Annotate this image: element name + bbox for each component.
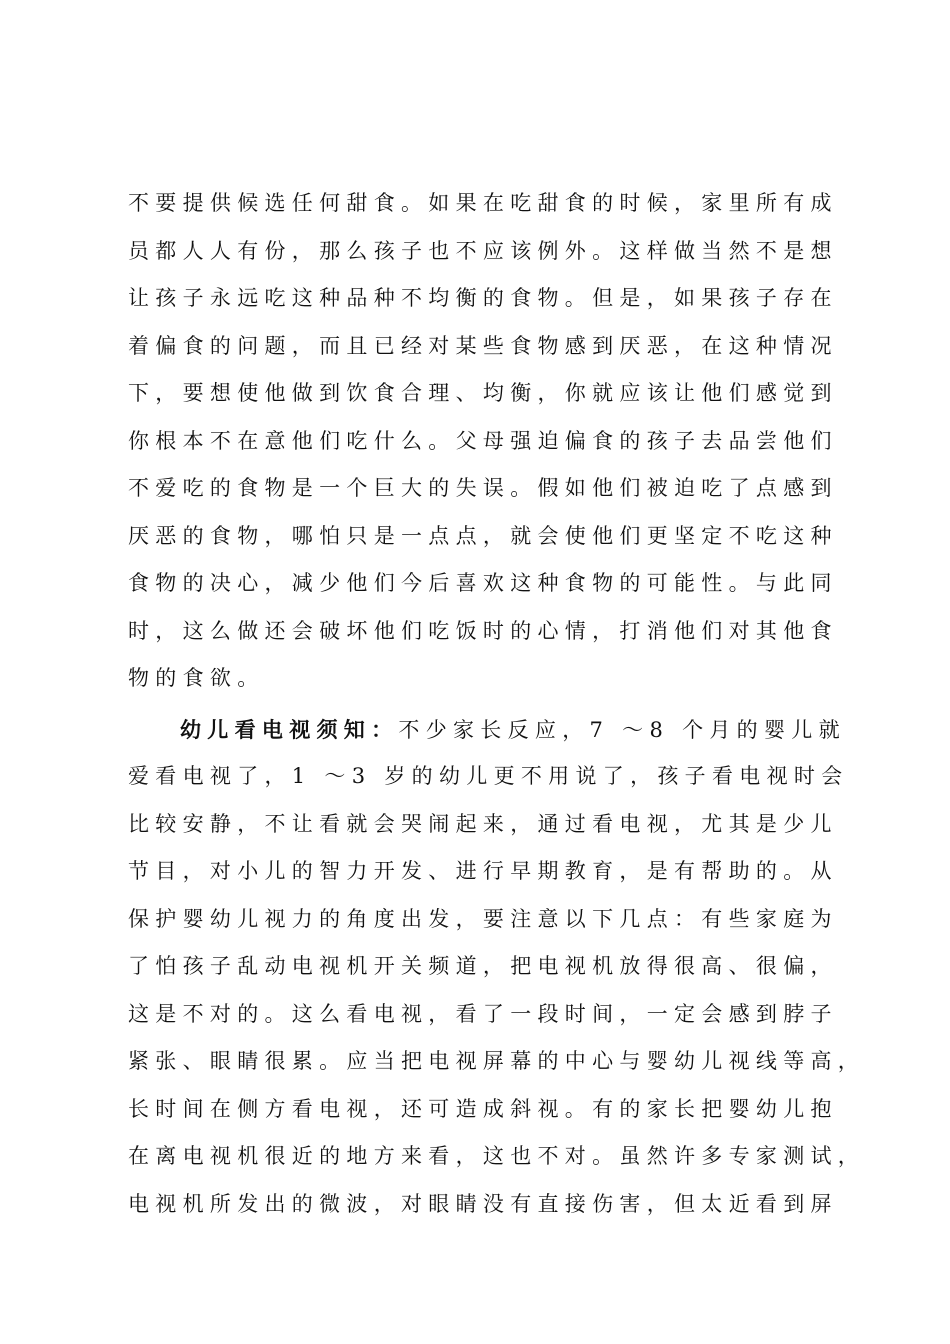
text-line: 下，要想使他做到饮食合理、均衡，你就应该让他们感觉到: [128, 381, 838, 405]
text-line: 让孩子永远吃这种品种不均衡的食物。但是，如果孩子存在: [128, 286, 838, 310]
text-line: 爱看电视了，1 ～3 岁的幼儿更不用说了，孩子看电视时会: [128, 764, 849, 788]
paragraph-food: [128, 180, 848, 703]
text-line: 时，这么做还会破坏他们吃饭时的心情，打消他们对其他食: [128, 618, 838, 643]
text-line: 员都人人有份，那么孩子也不应该例外。这样做当然不是想: [128, 238, 838, 263]
text-line: 比较安静，不让看就会哭闹起来，通过看电视，尤其是少儿: [128, 811, 838, 836]
text-line: 节目，对小儿的智力开发、进行早期教育，是有帮助的。从: [128, 859, 838, 883]
text-line: 着偏食的问题，而且已经对某些食物感到厌恶，在这种情况: [128, 333, 838, 358]
text-line: 厌恶的食物，哪怕只是一点点，就会使他们更坚定不吃这种: [128, 523, 838, 548]
text-line: 紧张、眼睛很累。应当把电视屏幕的中心与婴幼儿视线等高，: [128, 1049, 866, 1073]
text-line: 不爱吃的食物是一个巨大的失误。假如他们被迫吃了点感到: [128, 476, 838, 500]
text-run: 不少家长反应，7 ～8 个月的婴儿就: [398, 717, 846, 742]
body-text: [128, 180, 866, 1228]
text-line: 在离电视机很近的地方来看，这也不对。虽然许多专家测试，: [128, 1144, 866, 1168]
text-line: 电视机所发出的微波，对眼睛没有直接伤害，但太近看到屏: [128, 1191, 838, 1216]
text-line: 保护婴幼儿视力的角度出发，要注意以下几点：有些家庭为: [128, 906, 838, 931]
text-line-first: [128, 706, 848, 754]
text-line: 长时间在侧方看电视，还可造成斜视。有的家长把婴幼儿抱: [128, 1096, 838, 1121]
section-heading: 幼儿看电视须知：: [180, 716, 399, 742]
text-line: 食物的决心，减少他们今后喜欢这种食物的可能性。与此同: [128, 571, 838, 595]
text-line: 物的食欲。: [128, 666, 265, 690]
text-line: 不要提供候选任何甜食。如果在吃甜食的时候，家里所有成: [128, 191, 838, 215]
text-line: 你根本不在意他们吃什么。父母强迫偏食的孩子去品尝他们: [128, 428, 838, 453]
text-line: 了怕孩子乱动电视机开关频道，把电视机放得很高、很偏，: [128, 954, 838, 978]
paragraph-tv-tips: [128, 706, 866, 1229]
text-line: 这是不对的。这么看电视，看了一段时间，一定会感到脖子: [128, 1001, 838, 1026]
